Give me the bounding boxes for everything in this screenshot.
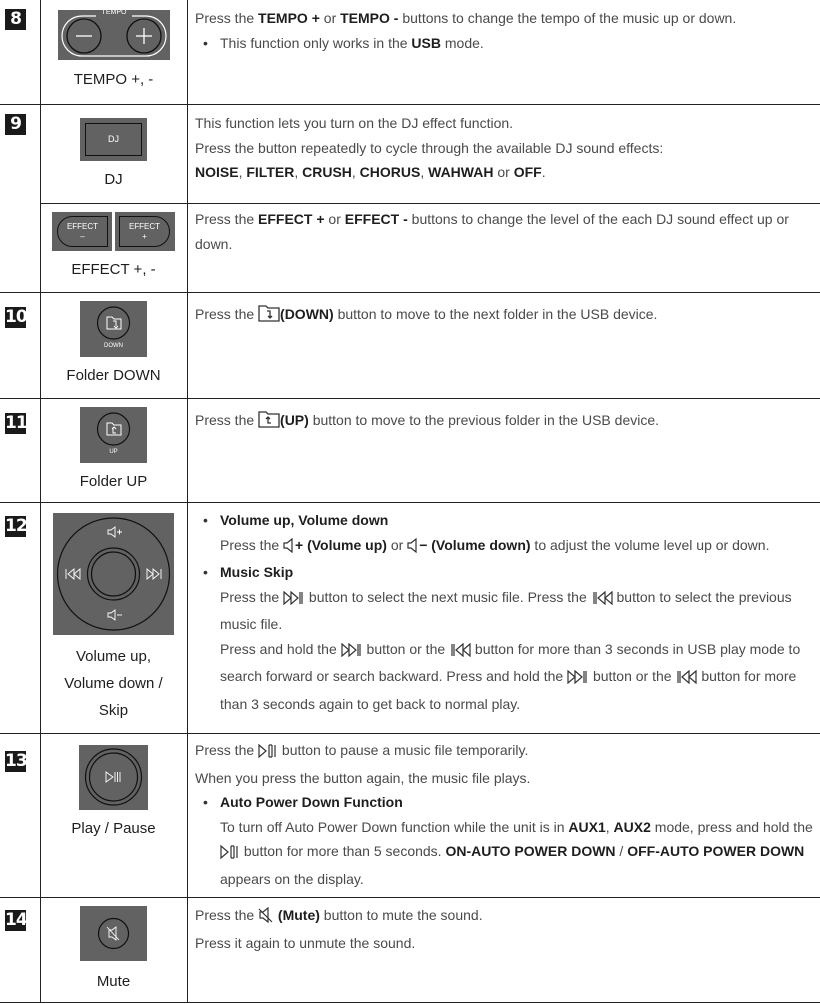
play-pause-icon xyxy=(220,842,240,867)
mute-icon xyxy=(258,906,274,931)
folder-up-icon xyxy=(258,411,280,436)
tempo-buttons-icon xyxy=(58,10,170,60)
effect-plus-button-icon: EFFECT + xyxy=(115,212,175,251)
volume-icon xyxy=(283,536,295,561)
row-number-badge: 14 xyxy=(5,910,27,930)
skip-previous-icon xyxy=(591,588,613,613)
description: Press the (Mute) button to mute the sound. Press it again to unmute the sound. xyxy=(195,907,483,951)
skip-next-icon xyxy=(341,640,363,665)
skip-previous-icon xyxy=(675,667,697,692)
description: Press the (UP) button to move to the previous folder in the USB device. xyxy=(195,408,815,436)
mute-button-icon xyxy=(80,906,147,961)
dj-button-icon: DJ xyxy=(80,118,147,161)
description: Press the (DOWN) button to move to the next folder in the USB device. xyxy=(195,302,815,330)
description: • Volume up, Volume down Press the + (Volume up) or − (Volume down) to adjust the volume level up or down. • Music Skip Press the button to select the next music file. Press the button to select the previous music file. Press and hold the button or the button for more than 3 seconds in USB play mode to search forward or search backward. Press and hold the button or the button for more than 3 seconds again to get back to normal play. xyxy=(195,508,815,716)
caption: Folder DOWN xyxy=(66,367,161,384)
caption: TEMPO +, - xyxy=(73,71,154,88)
description: Press the TEMPO + or TEMPO - buttons to change the tempo of the music up or down. • This function only works in the USB mode. xyxy=(195,6,815,55)
caption: Play / Pause xyxy=(71,820,156,837)
skip-next-icon xyxy=(283,588,305,613)
description: Press the EFFECT + or EFFECT - buttons to change the level of the each DJ sound effect up or down. xyxy=(195,211,789,252)
description: Press the button to pause a music file temporarily. When you press the button again, the music file plays. • Auto Power Down Function To turn off Auto Power Down function while the unit is in AUX1, AUX2 mode, press and hold the button for more than 5 seconds. ON-AUTO POWER DOWN / OFF-AUTO POWER DOWN appears on the display. xyxy=(195,738,815,891)
description: This function lets you turn on the DJ effect function. Press the button repeatedly to cycle through the available DJ sound effects: NOISE, FILTER, CRUSH, CHORUS, WAHWAH or OFF. xyxy=(195,115,664,180)
row-number-badge: 12 xyxy=(5,516,27,536)
volume-icon xyxy=(407,536,419,561)
row-number-badge: 13 xyxy=(5,751,27,771)
effect-minus-button-icon: EFFECT – xyxy=(52,212,112,251)
row-number-badge: 10 xyxy=(5,307,27,327)
tempo-device-label: TEMPO xyxy=(101,9,127,16)
caption: Folder UP xyxy=(79,473,148,490)
play-pause-button-icon xyxy=(79,745,148,810)
caption: EFFECT +, - xyxy=(71,261,156,278)
row-number-badge: 11 xyxy=(5,413,27,433)
volume-skip-dial-icon xyxy=(53,513,174,635)
caption: DJ xyxy=(104,171,123,188)
caption: Volume up, Volume down / Skip xyxy=(64,648,163,719)
play-pause-icon xyxy=(258,741,278,766)
sub-row-divider xyxy=(40,203,820,204)
caption: Mute xyxy=(96,973,131,990)
folder-down-button-icon: DOWN xyxy=(80,301,147,357)
skip-previous-icon xyxy=(449,640,471,665)
row-number-badge: 9 xyxy=(5,114,26,135)
skip-next-icon xyxy=(567,667,589,692)
folder-down-icon xyxy=(258,305,280,330)
folder-up-button-icon: UP xyxy=(80,407,147,463)
row-number-badge: 8 xyxy=(5,9,26,30)
